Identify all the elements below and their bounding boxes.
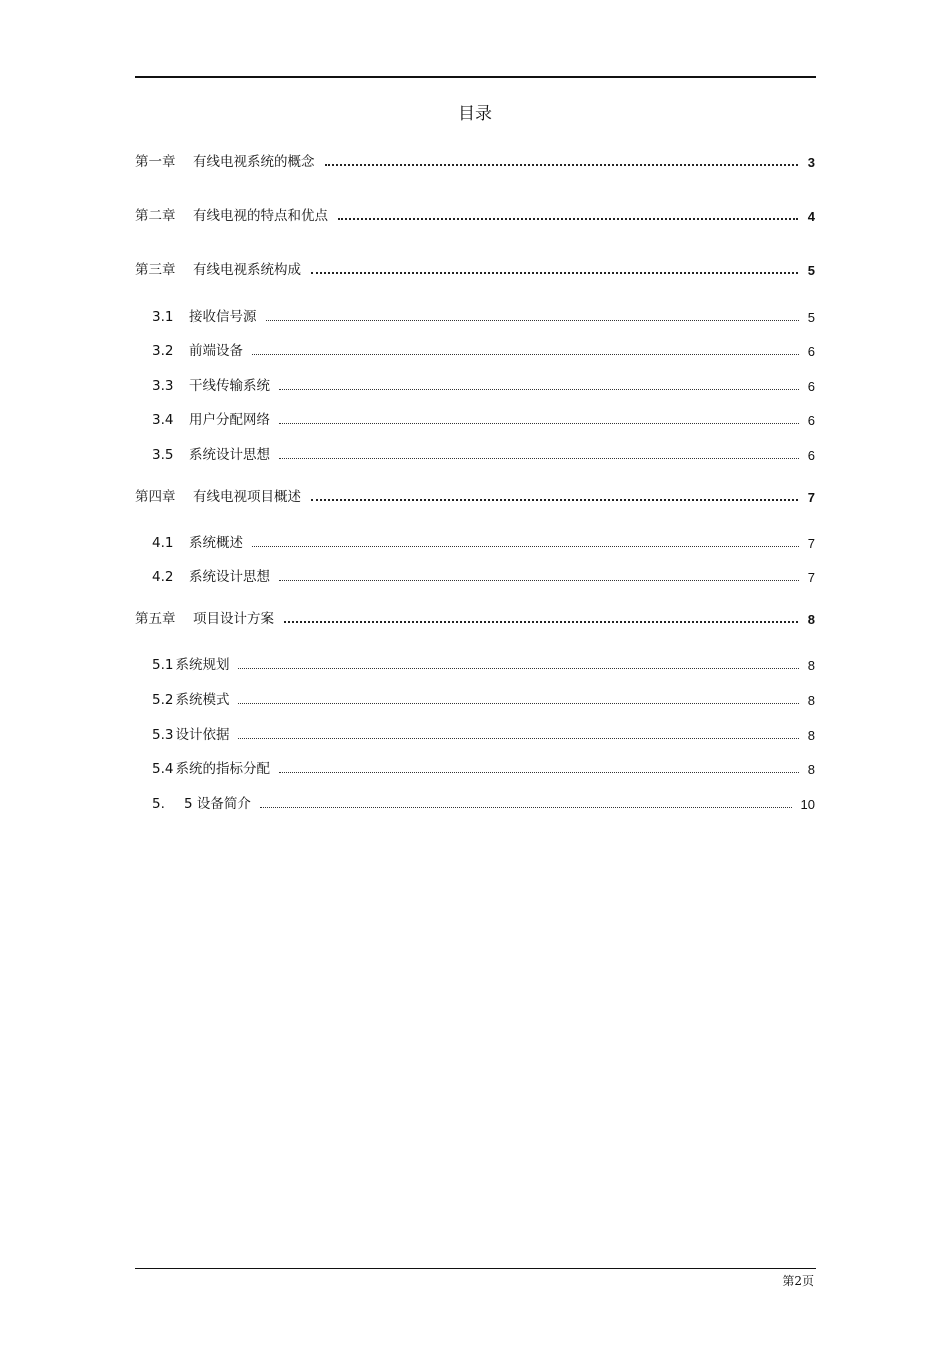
toc-label: 有线电视项目概述: [193, 489, 301, 505]
toc-number: 4.2: [152, 569, 174, 585]
toc-chapter-5[interactable]: [135, 607, 815, 627]
toc-page-number: 6: [807, 448, 815, 463]
toc-chapter-4[interactable]: [135, 485, 815, 505]
toc-page-number: 8: [807, 693, 815, 708]
toc-page-number: 5: [807, 310, 815, 325]
toc-label: 有线电视的特点和优点: [193, 208, 328, 224]
toc-page-number: 8: [807, 762, 815, 777]
toc-label: 干线传输系统: [189, 378, 270, 394]
toc-number: 5.3: [152, 727, 174, 743]
toc-section-5-5[interactable]: [152, 792, 815, 812]
page-title: 目录: [458, 104, 492, 124]
toc-number: 第二章: [135, 208, 176, 224]
toc-section-5-1[interactable]: [152, 653, 815, 673]
toc-label: 有线电视系统的概念: [193, 154, 315, 170]
toc-label: 5 设备简介: [184, 796, 251, 812]
toc-page-number: 4: [807, 209, 815, 224]
dot-leader: [279, 772, 799, 773]
dot-leader: [311, 499, 798, 501]
toc-page-number: 8: [807, 728, 815, 743]
dot-leader: [325, 164, 798, 166]
toc-section-4-1[interactable]: [152, 531, 815, 551]
toc-number: 3.1: [152, 309, 174, 325]
toc-number: 5.2: [152, 692, 174, 708]
dot-leader: [252, 546, 799, 547]
toc-label: 有线电视系统构成: [193, 262, 301, 278]
toc-section-3-4[interactable]: [152, 408, 815, 428]
toc-page-number: 7: [807, 536, 815, 551]
toc-label: 系统概述: [189, 535, 243, 551]
toc-label: 前端设备: [189, 343, 243, 359]
header-rule: [135, 76, 816, 78]
toc-label: 项目设计方案: [193, 611, 274, 627]
toc-page-number: 7: [807, 490, 815, 505]
toc-page-number: 6: [807, 413, 815, 428]
toc-section-5-4[interactable]: [152, 757, 815, 777]
toc-page-number: 8: [807, 612, 815, 627]
toc-section-5-3[interactable]: [152, 723, 815, 743]
toc-number: 第四章: [135, 489, 176, 505]
toc-label: 系统设计思想: [189, 447, 270, 463]
toc-number: 5.1: [152, 657, 174, 673]
toc-label: 系统规划: [175, 657, 230, 673]
dot-leader: [279, 423, 799, 424]
toc-chapter-2[interactable]: [135, 204, 815, 224]
dot-leader: [279, 458, 799, 459]
toc-section-3-2[interactable]: [152, 339, 815, 359]
toc-page-number: 8: [807, 658, 815, 673]
toc-number: 3.4: [152, 412, 174, 428]
toc-number: 3.2: [152, 343, 174, 359]
toc-number: 4.1: [152, 535, 174, 551]
dot-leader: [284, 621, 798, 623]
dot-leader: [311, 272, 798, 274]
toc-section-3-5[interactable]: [152, 443, 815, 463]
toc-label: 系统设计思想: [189, 569, 270, 585]
toc-page-number: 5: [807, 263, 815, 278]
toc-section-3-3[interactable]: [152, 374, 815, 394]
dot-leader: [279, 389, 799, 390]
toc-section-3-1[interactable]: [152, 305, 815, 325]
toc-page-number: 7: [807, 570, 815, 585]
dot-leader: [266, 320, 799, 321]
toc-number: 5.4: [152, 761, 174, 777]
toc-label: 设计依据: [175, 727, 230, 743]
toc-number: 3.3: [152, 378, 174, 394]
toc-label: 用户分配网络: [189, 412, 270, 428]
dot-leader: [238, 738, 798, 739]
toc-chapter-3[interactable]: [135, 258, 815, 278]
toc-page-number: 3: [807, 155, 815, 170]
toc-number: 3.5: [152, 447, 174, 463]
toc-page-number: 6: [807, 379, 815, 394]
dot-leader: [238, 668, 798, 669]
toc-number: 第一章: [135, 154, 176, 170]
dot-leader: [338, 218, 798, 220]
toc-label: 系统的指标分配: [175, 761, 270, 777]
toc-section-5-2[interactable]: [152, 688, 815, 708]
toc-chapter-1[interactable]: [135, 150, 815, 170]
footer-rule: [135, 1268, 816, 1269]
dot-leader: [279, 580, 799, 581]
toc-page-number: 10: [800, 797, 815, 812]
toc-label: 接收信号源: [189, 309, 257, 325]
toc-number: 5.: [152, 796, 165, 812]
toc-page-number: 6: [807, 344, 815, 359]
toc-label: 系统模式: [175, 692, 230, 708]
toc-section-4-2[interactable]: [152, 565, 815, 585]
dot-leader: [252, 354, 799, 355]
dot-leader: [238, 703, 798, 704]
toc-number: 第五章: [135, 611, 176, 627]
footer-page-number: 第2页: [782, 1274, 814, 1288]
toc-number: 第三章: [135, 262, 176, 278]
dot-leader: [260, 807, 792, 808]
